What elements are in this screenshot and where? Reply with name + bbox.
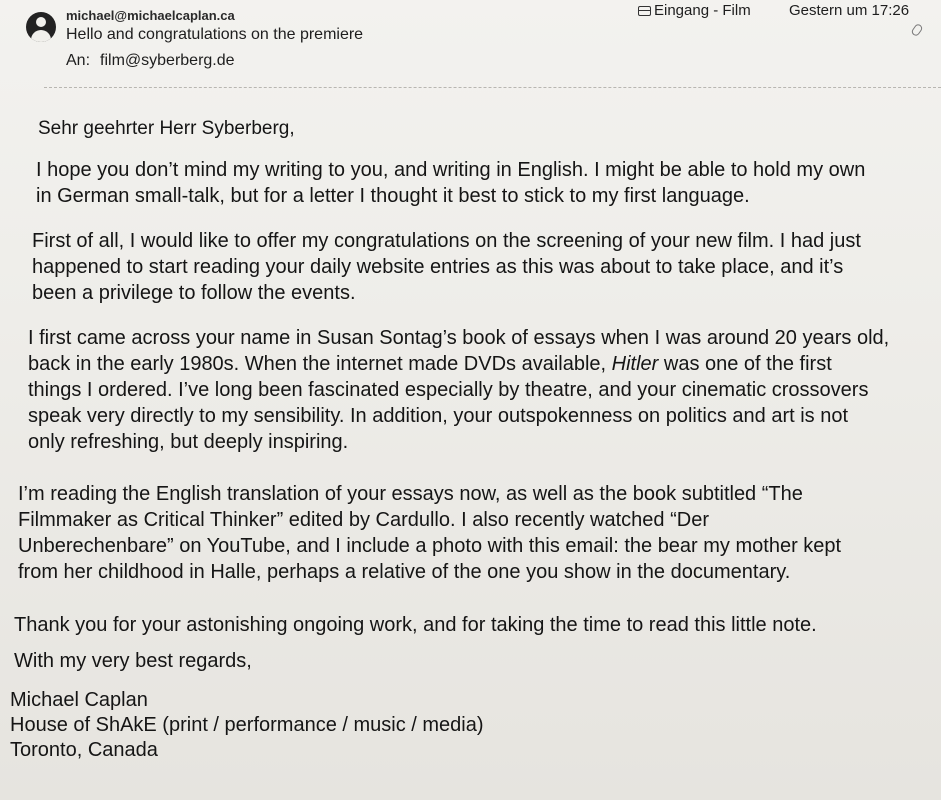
paragraph-4 — [18, 481, 841, 585]
paperclip-icon[interactable] — [910, 23, 923, 37]
text-line: in German small-talk, but for a letter I thought it best to stick to my first language. — [36, 185, 750, 207]
text-line: happened to start reading your daily website entries as this was about to take place, and it’s — [32, 256, 844, 278]
text-line: speak very directly to my sensibility. In addition, your outspokenness on politics and art is not — [28, 405, 849, 427]
text-fragment: back in the early 1980s. When the internet made DVDs available, — [28, 353, 612, 375]
text-line: First of all, I would like to offer my congratulations on the screening of your new film. I had just — [32, 230, 861, 252]
inbox-icon — [638, 6, 651, 16]
text-line: been a privilege to follow the events. — [32, 282, 356, 304]
film-title-hitler: Hitler — [611, 353, 659, 375]
avatar-head-shape — [36, 17, 46, 27]
text-line: Unberechenbare” on YouTube, and I include a photo with this email: the bear my mother kept — [18, 535, 842, 557]
signature-organization: House of ShAkE (print / performance / music / media) — [10, 714, 484, 736]
recipient-row — [66, 52, 235, 70]
signature-name: Michael Caplan — [10, 689, 148, 711]
mailbox-indicator[interactable] — [638, 2, 751, 19]
text-line: I hope you don’t mind my writing to you, and writing in English. I might be able to hold my own — [36, 159, 866, 181]
header-divider — [44, 87, 941, 88]
paragraph-5: Thank you for your astonishing ongoing work, and for taking the time to read this little note. — [14, 614, 817, 636]
closing: With my very best regards, — [14, 650, 252, 672]
text-line — [28, 351, 889, 377]
greeting: Sehr geehrter Herr Syberberg, — [38, 118, 295, 139]
recipient-label: An: — [66, 52, 91, 69]
text-line: only refreshing, but deeply inspiring. — [28, 431, 349, 453]
text-fragment: was one of the first — [658, 353, 832, 375]
signature-location: Toronto, Canada — [10, 739, 158, 761]
text-line: Filmmaker as Critical Thinker” edited by Cardullo. I also recently watched “Der — [18, 509, 709, 531]
received-date: Gestern um 17:26 — [789, 2, 910, 19]
text-line: things I ordered. I’ve long been fascinated especially by theatre, and your cinematic crossovers — [28, 379, 869, 401]
paragraph-3 — [28, 325, 889, 455]
email-subject: Hello and congratulations on the premiere — [66, 26, 364, 43]
sender-address[interactable]: michael@michaelcaplan.ca — [66, 8, 235, 23]
text-line: I’m reading the English translation of your essays now, as well as the book subtitled “The — [18, 483, 803, 505]
recipient-address[interactable]: film@syberberg.de — [100, 52, 235, 69]
signature — [10, 688, 484, 763]
paragraph-1 — [36, 157, 865, 209]
person-avatar-icon[interactable] — [26, 12, 56, 42]
text-line: from her childhood in Halle, perhaps a relative of the one you show in the documentary. — [18, 561, 791, 583]
avatar-body-shape — [31, 30, 51, 42]
text-line: I first came across your name in Susan Sontag’s book of essays when I was around 20 years old, — [28, 327, 890, 349]
mailbox-name: Eingang - Film — [654, 2, 751, 19]
paragraph-2 — [32, 228, 861, 306]
